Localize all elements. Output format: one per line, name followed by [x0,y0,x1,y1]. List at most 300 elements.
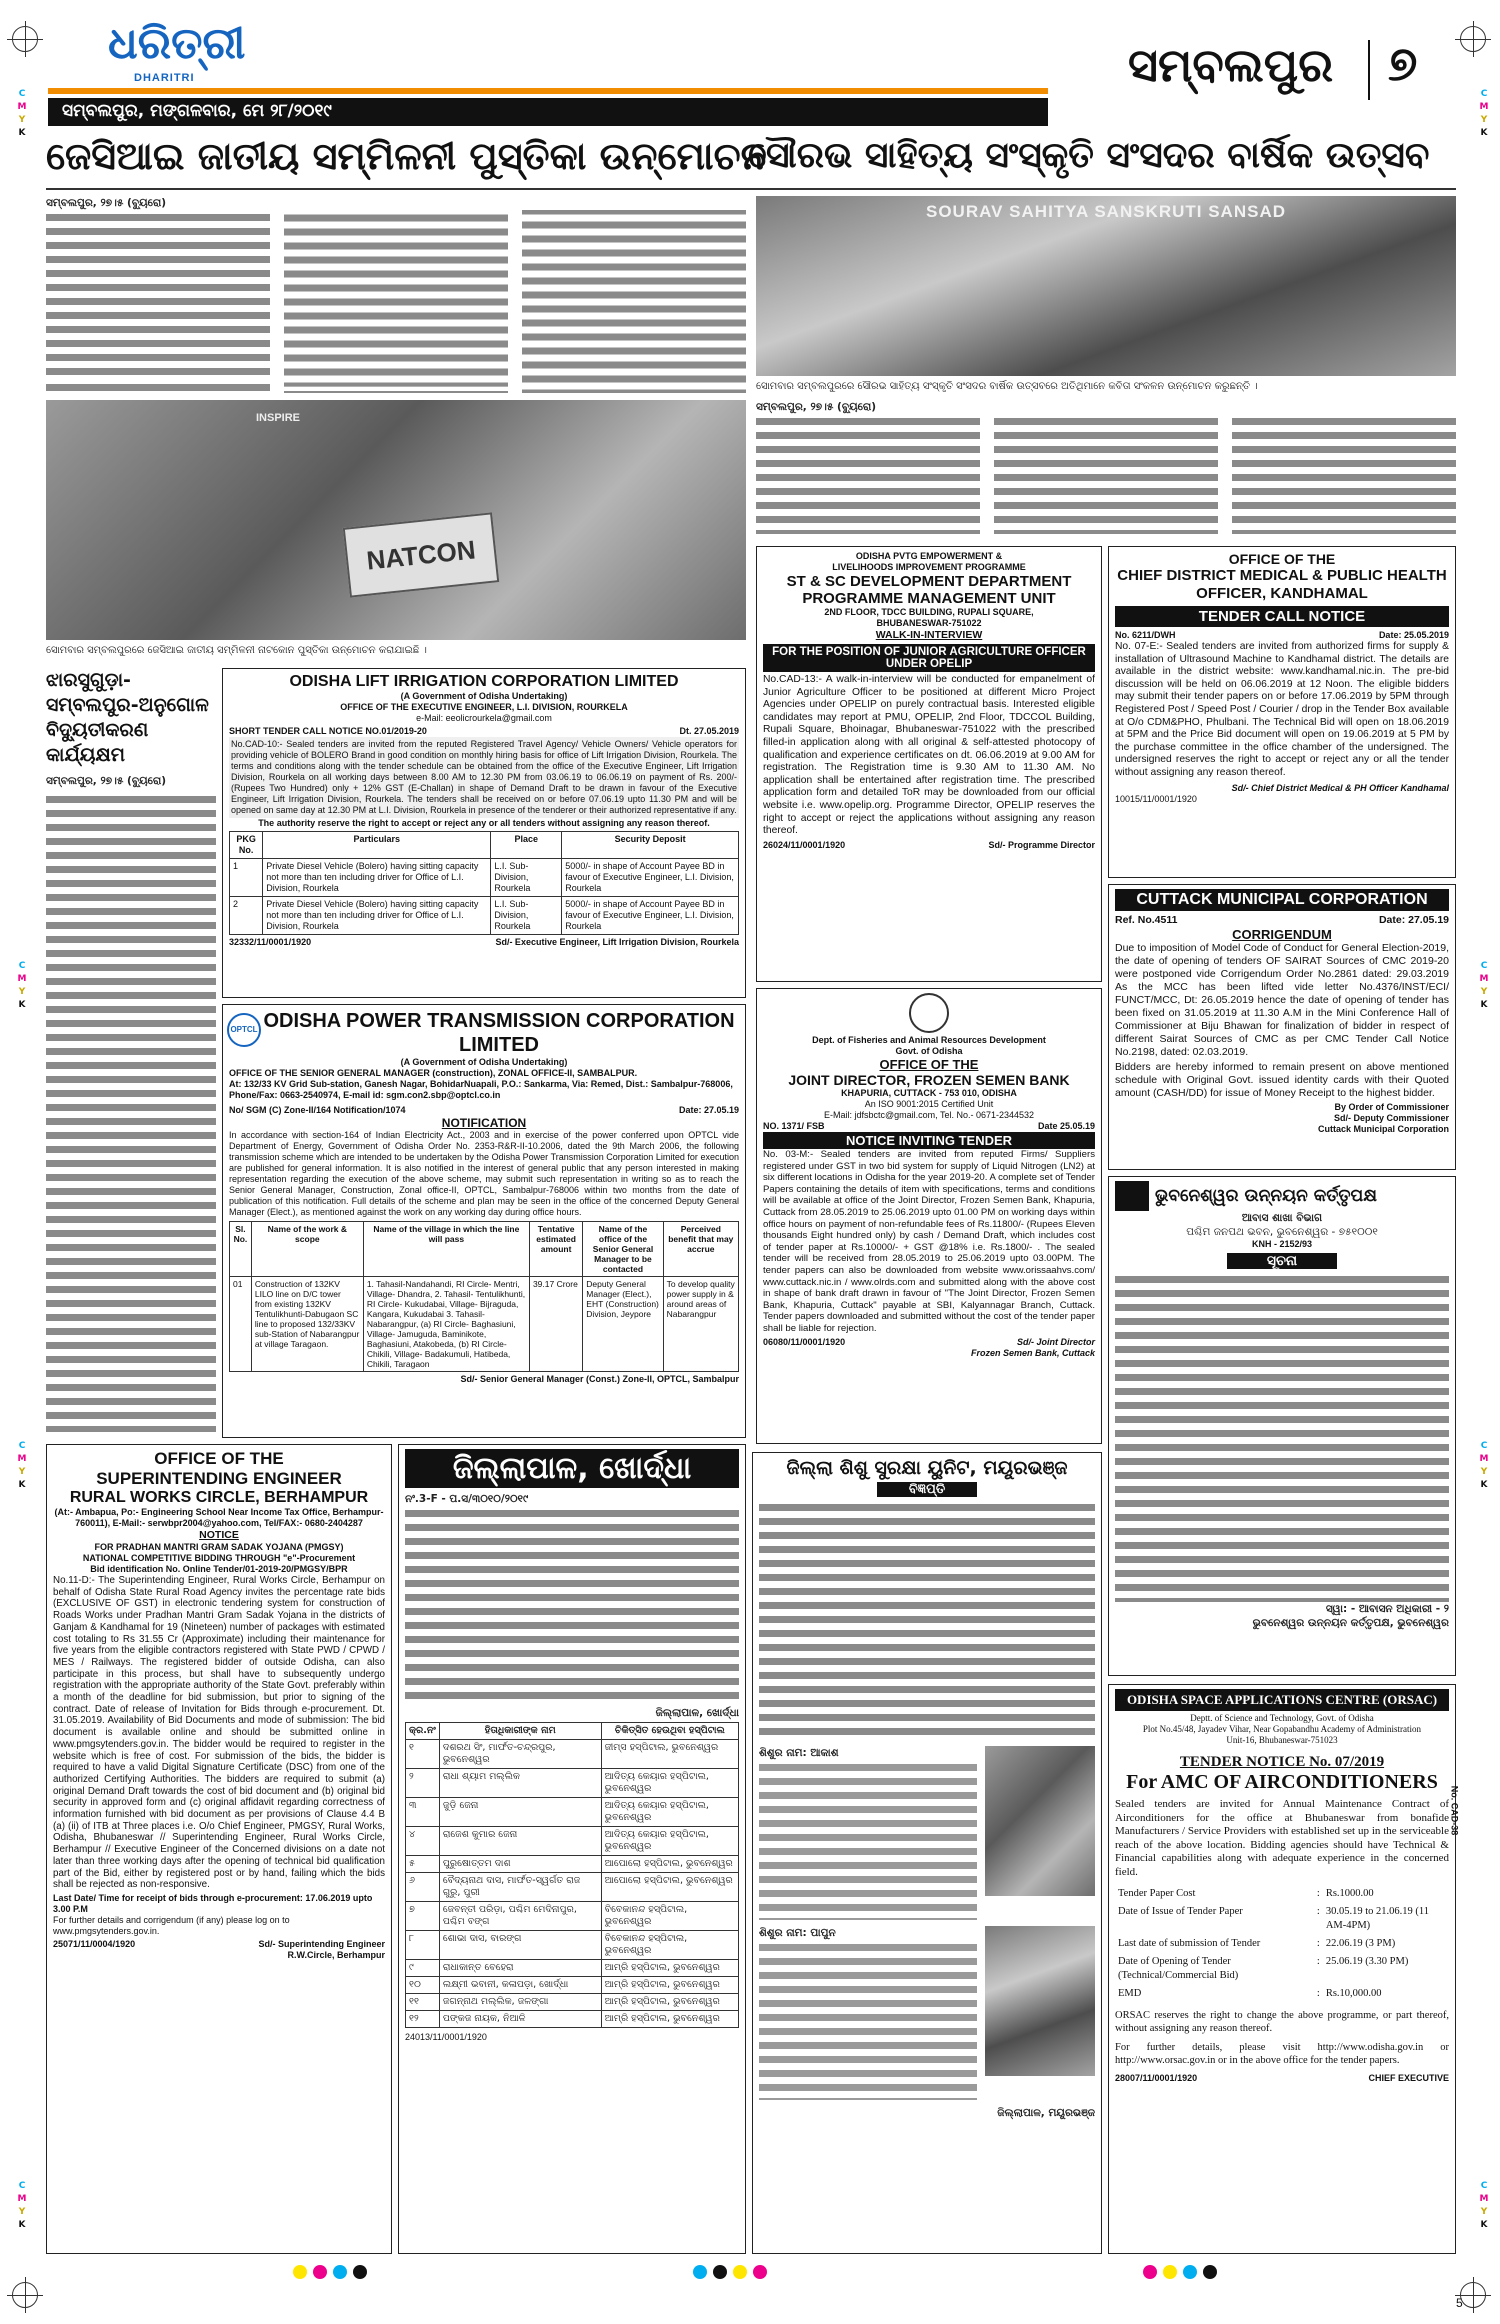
cell: ପଙ୍କଜ ନାୟକ, ନିଆଳି [439,2011,601,2028]
cell: ରାଧା ଶ୍ୟାମ ମଲ୍ଲିକ [439,1769,601,1798]
cell: ଆଦିତ୍ୟ କେୟାର ହସ୍ପିଟାଲ, ଭୁବନେଶ୍ୱର [601,1769,738,1798]
notice-number: NO. 1371/ FSB [763,1121,825,1131]
cell: ଜେବନ୍ତୀ ପରିଡ଼ା, ପଶ୍ଚିମ ମେଦିନାପୁର, ପଶ୍ଚିମ ବଙ୍ଗ [439,1902,601,1931]
ad-body: No. 07-E:- Sealed tenders are invited from authorized firms for supply & installation of Ultrasound Machine to Kandhamal district. The details are available in the district website: www.kandhamal.nic.in. The pre-bid discussion will be held on 06.06.2019 at 12 Noon. The eligible bidders may submit their tender papers on or before 17.06.2019 by 5PM through Registered Post / Speed Post / Courier / drop in the Tender Box available at O/o CDM&PHO, Phulbani. The Technical Bid will open on 18.06.2019 at 5PM and the Price Bid document will open on 19.06.2019 at 5 PM by the purchase committee in the office chamber of the undersigned. The undersigned reserves the right to accept or reject any or all the tender without assigning any reason thereof. [1115,641,1449,778]
ad-sign: CHIEF EXECUTIVE [1368,2073,1449,2083]
section-title: ସମ୍ବଲପୁର [1128,38,1334,92]
col-village: Name of the village in which the line will pass [363,1222,529,1277]
sourav-photo [756,196,1456,376]
ad-pvtg [756,546,1102,982]
cell: L.I. Sub-Division, Rourkela [491,897,562,935]
ad-sign: Sd/- Senior General Manager (Const.) Zone-II, OPTCL, Sambalpur [460,1374,739,1384]
cell: ୧୦ [406,1977,440,1994]
ad-frozen-semen [756,988,1102,1444]
ad-optcl [222,1004,746,1438]
cell: ୬ [406,1873,440,1902]
notice-date: Date: 27.05.19 [1378,914,1449,926]
cell: Deputy General Manager (Elect.), EHT (Construction) Division, Jeypore [583,1277,663,1372]
cell: 1. Tahasil-Nandahandi, RI Circle- Mentri, Village- Dhandra, 2. Tahasil- Tentulikhunti, RI Circle- Kukudabai, Village- Bijraguda, Kangara, Kukudabai 3. Tahasil- Nabarangpur, (a) RI Circle- Baghasiuni, Village- Jamuguda, Baminikote, Baghasiuni, Atakobeda, (b) RI Circle- Chikili, Village- Badakumuli, Hatibeda, Chikili, Taragaon [363,1277,529,1372]
notice-number: Ref. No.4511 [1115,914,1178,926]
last-date: Last Date/ Time for receipt of bids through e-procurement: 17.06.2019 upto 3.00 P.M [53,1892,373,1914]
notice-number: SHORT TENDER CALL NOTICE NO.01/2019-20 [229,726,427,736]
notice-date: Date: 27.05.19 [678,1105,739,1115]
optcl-logo: OPTCL [227,1013,261,1047]
ad-title: CHIEF DISTRICT MEDICAL & PUBLIC HEALTH OFFICER, KANDHAMAL [1117,567,1447,602]
registration-mark [12,26,38,52]
child-photo [985,1926,1095,2076]
sign-line: R.W.Circle, Berhampur [287,1949,385,1960]
cell: ଆଦିତ୍ୟ କେୟାର ହସ୍ପିଟାଲ, ଭୁବନେଶ୍ୱର [601,1798,738,1827]
table-row [406,1960,739,1977]
notice-number: No/ SGM (C) Zone-II/164 Notification/1074 [229,1105,406,1115]
ad-sign [971,1337,1095,1359]
table-row [406,1827,739,1856]
schedule-row [1115,1935,1449,1953]
headline-rule [46,188,1456,190]
ad-address: KHAPURIA, CUTTACK - 753 010, ODISHA [841,1088,1017,1098]
cell: ପୁରୁଷୋତ୍ତମ ଦାଶ [439,1856,601,1873]
tender-bar: NOTICE INVITING TENDER [763,1132,1095,1149]
color-dot [713,2265,727,2279]
cell: ୩ [406,1798,440,1827]
ad-body: In accordance with section-164 of Indian Electricity Act., 2003 and in exercise of the power conferred upon OPTCL vide Department of Energy, Government of Odisha Order No. 2353-R&R-II-10.2006, dated the 9th March 2006, the following transmission scheme which are intended to be undertaken by the Odisha Power Transmission Corporation Limited for execution are published for general information. It is also notified in the interest of general public that any person interested in making representation regarding the execution of the above scheme, may submit such representation in writing so as to reach the Senior General Manager, Construction, Zonal office-II, OPTCL, Sambalpur-768006 within two months from the date of publication of this notification. Full details of the scheme and plan may be seen in the office of the concerned Deputy General Manager (Elect.), as mentioned against the work on any working day during office hours. [229,1130,739,1217]
ad-office: OFFICE OF THE SENIOR GENERAL MANAGER (construction), ZONAL OFFICE-II, SAMBALPUR. [229,1068,638,1078]
ad-body [759,1500,1095,1740]
schedule-rows [1115,1885,1449,2003]
cell: ବିବେକାନନ୍ଦ ହସ୍ପିଟାଲ, ଭୁବନେଶ୍ୱର [601,1931,738,1960]
ad-notice-row [229,1105,739,1116]
child-entry [759,1746,1095,1920]
ad-body: Sealed tenders are invited for Annual Maintenance Contract of Airconditioners for the office at Bhubaneswar from bonafide Manufacturers / Service Providers with established set up in the serviceable reach of the above location. Bidding agencies should have Technical & Financial capabilities along with adequate experience in the concerned field. [1115,1798,1449,1878]
ad-ref: KNH - 2152/93 [1251,1239,1313,1249]
child-name: ଶିଶୁର ନାମ: ଆକାଶ [759,1747,839,1759]
color-dots [1140,2264,1220,2283]
story-jci-text [46,196,746,396]
registration-mark [12,2282,38,2308]
cell: To develop quality power supply in & around areas of Nabarangpur [663,1277,738,1372]
cell: ରାଧାକାନ୍ତ ବେହେରା [439,1960,601,1977]
beneficiary-table [405,1722,739,2028]
table-header-row [230,832,739,859]
ad-footer [229,937,739,948]
ad-body [405,1506,739,1706]
col-sl: Sl. No. [230,1222,252,1277]
ad-ref: 06080/11/0001/1920 [763,1336,846,1347]
ad-child-protection [752,1452,1102,2254]
ad-ref: 28007/11/0001/1920 [1115,2073,1198,2083]
ad-subtitle: ଆବାସ ଶାଖା ବିଭାଗ [1241,1212,1323,1224]
sourav-caption: ସୋମବାର ସମ୍ବଲପୁରରେ ସୌରଭ ସାହିତ୍ୟ ସଂସ୍କୃତି ସଂସଦର ବାର୍ଷିକ ଉତ୍ସବରେ ଅତିଥିମାନେ କବିତା ସଂକଳନ ଉନ୍ମୋଚନ କରୁଛନ୍ତି । [756,381,1258,392]
cell: ଜୀମ୍ସ ହସ୍ପିଟାଲ, ଭୁବନେଶ୍ୱର [601,1740,738,1769]
col-benefit: Perceived benefit that may accrue [663,1222,738,1277]
cell: ଆମ୍ରି ହସ୍ପିଟାଲ, ଭୁବନେଶ୍ୱର [601,2011,738,2028]
odisha-emblem-icon [909,993,949,1033]
notice-date: Date: 25.05.2019 [1378,630,1449,640]
ad-notice-row [229,726,739,737]
cell: : [1316,1888,1320,1899]
schedule-row [1115,1985,1449,2003]
optcl-table [229,1221,739,1372]
ad-title: ODISHA LIFT IRRIGATION CORPORATION LIMITED [289,673,679,690]
notice-heading: NOTICE [199,1529,239,1541]
col-name: ହିତାଧିକାରୀଙ୍କ ନାମ [439,1723,601,1740]
cell: ଆମ୍ରି ହସ୍ପିଟାଲ, ଭୁବନେଶ୍ୱର [601,1960,738,1977]
ad-title: SUPERINTENDING ENGINEER [96,1469,342,1488]
table-row [406,1931,739,1960]
cmyk-strip: C M Y K [1479,1441,1489,1490]
ad-subtitle: RURAL WORKS CIRCLE, BERHAMPUR [69,1489,369,1506]
table-header-row [406,1723,739,1740]
ad-subtitle: PROGRAMME MANAGEMENT UNIT [802,590,1056,607]
cell: ଆଦିତ୍ୟ କେୟାର ହସ୍ପିଟାଲ, ଭୁବନେଶ୍ୱର [601,1827,738,1856]
further-details: For further details, please visit http://www.odisha.gov.in or http://www.orsac.gov.in or in the above office for the tender papers. [1115,2042,1449,2066]
ad-sign [258,1939,385,1961]
table-row [406,1769,739,1798]
child-details [759,1926,977,2100]
ad-sign: ଭୁବନେଶ୍ୱର ଉନ୍ନୟନ କର୍ତ୍ତୃପକ୍ଷ, ଭୁବନେଶ୍ୱର [1252,1617,1449,1629]
ad-ref: 26024/11/0001/1920 [763,839,846,850]
child-entry [759,1926,1095,2100]
cmyk-strip: C M Y K [1479,2181,1489,2230]
page-number: ୭ [1388,36,1418,92]
color-dots [290,2264,370,2283]
bid-id-line: Bid identification No. Online Tender/01-2019-20/PMGSY/BPR [90,1564,348,1574]
registration-mark [1460,2282,1486,2308]
ad-ref: 24013/11/0001/1920 [405,2032,487,2042]
tender-bar: TENDER CALL NOTICE [1115,606,1449,627]
table-row [406,1873,739,1902]
color-dot [753,2265,767,2279]
child-photo [985,1746,1095,1896]
cell: L.I. Sub-Division, Rourkela [491,859,562,897]
masthead-divider [1368,40,1370,100]
notice-number: ନଂ.3-F - ପ.ସ/୩୦୧୦/୨୦୧୯ [405,1493,529,1505]
ad-body: No.CAD-13:- A walk-in-interview will be conducted for empanelment of Junior Agriculture Officer to be positioned at different Micro Project Agencies under OPELIP on purely contractual basis. Interested eligible candidates may report at PMU, OPELIP, 2nd Floor, TDCCOL Building, Rupali Square, Bhoinagar, Bhubaneswar-751022 with the prescribed filled-in application along with all original & self-attested photocopy of qualification and experience certificates on dt. 06.06.2019 at 9.00 AM for registration. The Registration time is 9.30 AM to 11.30 AM. No application shall be entertained after registration time. The prescribed application form and detailed ToR may be downloaded from our official website i.e. www.opelip.org. Programme Director, OPELIP reserves the right to accept or reject the applications without assigning any reason thereof. [763,674,1095,837]
table-row [406,1994,739,2011]
color-dot [693,2265,707,2279]
cell: Rs.1000.00 [1325,1888,1374,1899]
position-bar: FOR THE POSITION OF JUNIOR AGRICULTURE OFFICER UNDER OPELIP [763,644,1095,672]
ad-collector-khordha [398,1444,746,2254]
color-dots [690,2264,770,2283]
ad-cdmo [1108,546,1456,878]
ad-title: JOINT DIRECTOR, FROZEN SEMEN BANK [788,1072,1070,1088]
corrigendum-heading: CORRIGENDUM [1232,927,1332,942]
color-dot [1183,2265,1197,2279]
further-details: For further details and corrigendum (if any) please log on to www.pmgsytenders.gov.in. [53,1914,290,1936]
ad-line: LIVELIHOODS IMPROVEMENT PROGRAMME [832,562,1026,572]
sourav-banner: SOURAV SAHITYA SANSKRUTI SANSAD [925,202,1287,221]
story-jci-dateline: ସମ୍ବଲପୁର, ୨୭।୫ (ବ୍ୟୁରୋ) [46,197,167,209]
cell: ୧୨ [406,2011,440,2028]
cell: ୮ [406,1931,440,1960]
dateline: ସମ୍ବଲପୁର, ମଙ୍ଗଳବାର, ମେ ୨୮/୨୦୧୯ [62,101,332,121]
natcon-booklet [343,512,499,597]
cmyk-strip: C M Y K [1479,961,1489,1010]
ad-address: (At:- Ambapua, Po:- Engineering School Near Income Tax Office, Berhampur-760011), E-Mail:- serwbpr2004@yahoo.com, Tel/FAX:- 0680-2404287 [54,1507,384,1528]
child-details [759,1746,977,1920]
cell: : [1316,1988,1320,1999]
story-sourav-body-col3 [1232,414,1456,534]
cell: ଆପୋଲୋ ହସ୍ପିଟାଲ, ଭୁବନେଶ୍ୱର [601,1873,738,1902]
jci-caption: ସୋମବାର ସମ୍ବଲପୁରରେ ଜେସିଆଇ ଜାତୀୟ ସମ୍ମିଳନୀ ନାଟକୋନ ପୁସ୍ତିକା ଉନ୍ମୋଚନ କରାଯାଇଛି । [46,645,427,656]
cell: ୧ [406,1740,440,1769]
cell: Construction of 132KV LILO line on D/C tower from existing 132KV Tentulikhunti-Dabugaon SC line to proposed 132/33KV sub-Station of Nabarangpur at village Taragaon. [251,1277,363,1372]
story-rail [46,668,216,1438]
ad-body: No.CAD-10:- Sealed tenders are invited from the reputed Registered Travel Agency/ Vehicle Owners/ Vehicle operators for providing vehicle of BOLERO Brand in good condition on monthly hiring basis for office of Lift Irrigation Division, Rourkela. The terms and conditions along with the tender schedule can be obtained from the office of the Executive Engineer, Lift Irrigation Division, Rourkela on all working days between 8.00 AM to 12.30 PM from 03.06.19 to 06.06.19 on payment of Rs. 200/- (Rupees Two Hundred) only + 12% GST (E-Challan) in shape of Demand Draft to be drawn in favour of the Executive Engineer, Lift Irrigation Division, Rourkela. The tenders shall be received on or before 07.06.19 upto 11.30 PM and will be opened on same day at 12.30 PM at L.I. Division, Rourkela in presence of the tenderer or their authorized representative if any. [229,737,739,818]
orsac-schedule-table [1115,1885,1449,2003]
ad-body: No. 03-M:- Sealed tenders are invited from reputed Firms/ Suppliers registered under GST in two bid system for supply of Liquid Nitrogen (LN2) at six different locations in Odisha for the year 2019-20. A complete set of Tender Papers containing the details of item with specifications, terms and conditions will be available at office of the Joint Director, Frozen Semen Bank, Khapuria, Cuttack from 28.05.2019 to 25.06.2019 upto 01.00 PM on working days within office hours on payment of non-refundable fees of Rs.11800/- (Rupees Eleven thousands Eight hundred only) by cash / Demand Draft, which includes cost of tender paper at Rs.10000/- + GST @18% i.e. Rs.1800/- . The sealed tender will be received from 28.05.2019 to 25.06.2019 upto 03.00PM. The tender papers can also be downloaded from website www.orissaahvs.com/ www.cuttack.nic.in / www.olrds.com and submitted along with the above cost in shape of bank draft drawn in favour of "The Joint Director, Frozen Semen Bank, Khapuria, Cuttack" payable at SBI, Kalyannagar Branch, Cuttack. Tender papers downloaded and submitted without the cost of the tender paper shall be liable for rejection. [763,1149,1095,1334]
cell: ଆମ୍ରି ହସ୍ପିଟାଲ, ଭୁବନେଶ୍ୱର [601,1994,738,2011]
ad-heading: OFFICE OF THE [879,1057,979,1072]
cell: 2 [230,897,263,935]
table-row [406,1798,739,1827]
cell: ୯ [406,1960,440,1977]
cell: ୧୧ [406,1994,440,2011]
cell: Private Diesel Vehicle (Bolero) having sitting capacity not more than ten including driver for Office of L.I. Division, Rourkela [263,859,491,897]
col-amount: Tentative estimated amount [529,1222,582,1277]
cell: 1 [230,859,263,897]
col-place: Place [491,832,562,859]
table-row [230,1277,739,1372]
schedule-row [1115,1953,1449,1985]
sign-line: Sd/- Superintending Engineer [258,1938,385,1949]
table-row [406,1902,739,1931]
table-header-row [230,1222,739,1277]
cell: 5000/- in shape of Account Payee BD in favour of Executive Engineer, L.I. Division, Rourkela [562,897,739,935]
col-pkg: PKG No. [230,832,263,859]
ad-title: ଜିଲ୍ଲା ଶିଶୁ ସୁରକ୍ଷା ୟୁନିଟ, ମୟୂରଭଞ୍ଜ [786,1457,1068,1479]
story-rail-headline: ଝାରସୁଗୁଡ଼ା-ସମ୍ବଲପୁର-ଅନୁଗୋଳ ବିଦ୍ୟୁତୀକରଣ କାର୍ଯ୍ୟକ୍ଷମ [46,669,209,766]
ad-body [1115,1272,1449,1602]
ad-notice-row [1115,630,1449,641]
ad-sign: Cuttack Municipal Corporation [1317,1124,1449,1134]
color-dot [313,2265,327,2279]
notice-bar: ବିଜ୍ଞପ୍ତି [877,1482,977,1497]
color-dot [353,2265,367,2279]
cell: ଆପୋଲୋ ହସ୍ପିଟାଲ, ଭୁବନେଶ୍ୱର [601,1856,738,1873]
schedule-row [1115,1885,1449,1903]
ad-title: ODISHA SPACE APPLICATIONS CENTRE (ORSAC) [1115,1689,1449,1711]
child-details-text [759,1760,977,1920]
ad-address: Unit-16, Bhubaneswar-751023 [1226,1735,1338,1745]
child-details-text [759,1940,977,2100]
story-rail-body [46,792,216,1432]
ad-address: ପଶ୍ଚିମ ଜନପଥ ଭବନ, ଭୁବନେଶ୍ୱର - ୭୫୧୦୦୧ [1186,1226,1378,1238]
cell: ଦଶରଥ ସିଂ, ମାର୍ଫତ-ଚନ୍ଦ୍ରପୁର, ଭୁବନେଶ୍ୱର [439,1740,601,1769]
cell: 25.06.19 (3.30 PM) [1325,1956,1409,1967]
ad-contact: E-Mail: jdfsbctc@gmail.com, Tel. No.- 0671-2344532 [823,1110,1035,1120]
dateline-bar [48,98,1048,126]
ad-body: Due to imposition of Model Code of Conduct for General Election-2019, the date of opening of tenders OF SAIRAT Sources of CMC 2019-20 were postponed vide Corrigendum Order No.2861 dated: 29.03.2019 As the MCC has been lifted vide letter No.4376/INST/ECI/ FUNCT/MCC, Dt: 26.05.2019 hence the date of opening of tender has been fixed on 31.05.2019 at 11.30 A.M in the Mini Conference Hall of Commissioner at Biju Bhawan for finalization of bidder in respect of different Sairat Sources of CMC as per CMC Tender Call Notice No.2198, dated: 02.03.2019. [1115,942,1449,1058]
ad-subtitle: (A Government of Odisha Undertaking) [400,1057,568,1067]
ad-title: ଭୁବନେଶ୍ୱର ଉନ୍ନୟନ କର୍ତ୍ତୃପକ୍ଷ [1155,1186,1377,1206]
ad-govt: Govt. of Odisha [895,1046,963,1056]
registration-mark [1460,26,1486,52]
ad-line: ODISHA PVTG EMPOWERMENT & [855,551,1003,561]
color-dot [293,2265,307,2279]
story-jci-body [46,210,270,380]
cell: ବୈଦ୍ୟନାଥ ଦାସ, ମାର୍ଫତ-ସ୍ୱର୍ଗତ ରାଜ ଗୁରୁ, ପୁରୀ [439,1873,601,1902]
story-sourav-dateline: ସମ୍ବଲପୁର, ୨୭।୫ (ବ୍ୟୁରୋ) [756,401,877,413]
ad-ref: 25071/11/0004/1920 [53,1938,136,1949]
ad-bda [1108,1176,1456,1676]
bda-header [1115,1181,1449,1211]
photo-tag: INSPIRE [256,412,301,424]
table-row [406,1740,739,1769]
newspaper-logo: ଧରିତ୍ରୀ [108,18,246,69]
cell: Last date of submission of Tender [1118,1938,1261,1949]
table-row [230,859,739,897]
ad-email: e-Mail: eeolicrourkela@gmail.com [416,713,552,723]
masthead-accent-bar [48,88,1048,94]
cell: ଆମ୍ରି ହସ୍ପିଟାଲ, ଭୁବନେଶ୍ୱର [601,1977,738,1994]
tender-subject: For AMC OF AIRCONDITIONERS [1126,1771,1438,1793]
cell: ୫ [406,1856,440,1873]
cmyk-strip: C M Y K [17,89,27,138]
walk-in-heading: WALK-IN-INTERVIEW [875,629,983,641]
ad-body: No.11-D:- The Superintending Engineer, Rural Works Circle, Berhampur on behalf of Odisha State Rural Road Agency invites the percentage rate bids (EXCLUSIVE OF GST) in electronic tendering system for construction of Roads Works under Pradhan Mantri Gram Sadak Yojana in the districts of Ganjam & Kandhamal for 19 (Nineteen) number of packages with estimated cost totaling to Rs 31.55 Cr (Approximate) including their maintenance for five years from the eligible contractors registered with State PWD / CPWD / MES / Railways. The registered bidder of outside Odisha, can also participate in this process, but shall have to subsequently undergo registration with the appropriate authority of the State Govt. preferably within a month of the deadline for bid submission, but prior to signing of the contract. Date of release of Invitation for Bids through e-procurement. Dt. 31.05.2019. Availability of Bid Documents and mode of submission: The bid document is available online and should be submitted online in www.pmgsytenders.gov.in. The bidder would be required to register in the website which is free of cost. For submission of the bids, the bidder is required to have a valid Digital Signature Certificate (DSC) from one of the authorized Certifying Authorities. The bidders are required to submit (a) original Demand Draft towards the cost of bid document and (b) original bid security in approved form and (c) original affidavit regarding correctness of information furnished with bid document as per provisions of Clause 4.4 B (a) (ii) of ITB at Three places i.e. O/o Chief Engineer, PMGSY, Rural Works, Odisha, Bhubaneswar // Superintending Engineer, Rural Works Circle, Berhampur // Executive Engineer of the Concerned divisions on a date not later than three working days after the opening of technical bid qualification part of the Bid, either by registered post or by hand, failing which the bids shall be rejected as non-responsive. [53,1575,385,1891]
newspaper-logo-sub: DHARITRI [134,72,195,84]
sign-line: Sd/- Joint Director [1016,1336,1095,1347]
cell: 5000/- in shape of Account Payee BD in favour of Executive Engineer, L.I. Division, Rourkela [562,859,739,897]
ad-footer [1115,2073,1449,2084]
story-sourav-body [756,414,980,534]
table-row [406,1977,739,1994]
cell: Tender Paper Cost [1118,1888,1196,1899]
schedule-row [1115,1903,1449,1935]
cell: Private Diesel Vehicle (Bolero) having sitting capacity not more than ten including driver for Office of L.I. Division, Rourkela [263,897,491,935]
color-dot [1163,2265,1177,2279]
ad-ref: 32332/11/0001/1920 [229,937,312,947]
jci-photo [46,400,746,640]
ad-title: ST & SC DEVELOPMENT DEPARTMENT [786,573,1072,590]
cell: ଶୋଭା ଦାସ, ବାରଙ୍ଗ [439,1931,601,1960]
ad-sign: ଜିଲ୍ଲାପାଳ, ମୟୂରଭଞ୍ଜ [997,2107,1095,2119]
cmyk-strip: C M Y K [1479,89,1489,138]
cell: ଜଗନ୍ନାଥ ମଲ୍ଲିକ, ଜଳଙ୍ଗା [439,1994,601,2011]
ad-cmc [1108,884,1456,1170]
ad-dept: Dept. of Fisheries and Animal Resources Development [812,1035,1046,1045]
ad-dept: Deptt. of Science and Technology, Govt. of Odisha [1190,1713,1374,1723]
cmyk-strip: C M Y K [17,1441,27,1490]
col-office: Name of the office of the Senior General Manager to be contacted [583,1222,663,1277]
ad-ref: 10015/11/0001/1920 [1115,793,1197,804]
ad-sign: ଜିଲ୍ଲାପାଳ, ଖୋର୍ଦ୍ଧା [655,1707,739,1719]
notice-date: Dt. 27.05.2019 [679,726,739,736]
natcon-text: NATCON [365,534,477,576]
lift-table [229,831,739,935]
ad-sign: Sd/- Executive Engineer, Lift Irrigation Division, Rourkela [495,937,739,947]
cell: Date of Opening of Tender (Technical/Commercial Bid) [1118,1956,1239,1981]
ad-office: OFFICE OF THE EXECUTIVE ENGINEER, L.I. DIVISION, ROURKELA [340,702,628,712]
child-name: ଶିଶୁର ନାମ: ପାପୁନ [759,1927,836,1939]
cell: ବିବେକାନନ୍ଦ ହସ୍ପିଟାଲ, ଭୁବନେଶ୍ୱର [601,1902,738,1931]
ad-footer [763,840,1095,851]
cmyk-strip: C M Y K [17,2181,27,2230]
cell: ଜୁଡ଼ି ଜେନା [439,1798,601,1827]
beneficiary-rows [406,1740,739,2028]
ad-sign: ସ୍ୱା: - ଆବାସନ ଅଧିକାରୀ - ୨ [1325,1603,1449,1615]
ad-title: CUTTACK MUNICIPAL CORPORATION [1115,889,1449,911]
story-rail-dateline: ସମ୍ବଲପୁର, ୨୭।୫ (ବ୍ୟୁରୋ) [46,775,167,787]
cell: 30.05.19 to 21.06.19 (11 AM-4PM) [1325,1906,1429,1931]
tender-notice-heading: TENDER NOTICE No. 07/2019 [1179,1754,1385,1770]
notice-date: Date 25.05.19 [1037,1121,1095,1131]
ad-side-ref: No. CAD-38 [1449,1785,1460,1836]
sign-line: Frozen Semen Bank, Cuttack [970,1347,1095,1358]
notification-heading: NOTIFICATION [441,1116,527,1130]
ad-orsac [1108,1684,1460,2254]
ad-sign: Sd/- Deputy Commissioner [1333,1113,1449,1123]
ad-sign: By Order of Commissioner [1334,1102,1449,1112]
ad-title: ଜିଲ୍ଲାପାଳ, ଖୋର୍ଦ୍ଧା [405,1449,739,1488]
cell: 22.06.19 (3 PM) [1325,1938,1396,1949]
notice-bar: ସୂଚନା [1227,1253,1337,1269]
cell: : [1316,1938,1320,1949]
ad-title: ODISHA POWER TRANSMISSION CORPORATION LIMITED [263,1010,735,1056]
col-hospital: ଚିକିତ୍ସିତ ହେଉଥିବା ହସ୍ପିଟାଲ [601,1723,738,1740]
notice-number: No. 6211/DWH [1115,630,1176,640]
col-sl: କ୍ର.ନଂ [406,1723,440,1740]
headline-sourav: ସୌରଭ ସାହିତ୍ୟ ସଂସ୍କୃତି ସଂସଦର ବାର୍ଷିକ ଉତ୍ସବ [748,135,1430,176]
col-work: Name of the work & scope [251,1222,363,1277]
headline-jci: ଜେସିଆଇ ଜାତୀୟ ସମ୍ମିଳନୀ ପୁସ୍ତିକା ଉନ୍ମୋଚନ [46,134,767,178]
ad-reserve: The authority reserve the right to accept or reject any or all tenders without assigning any reason thereof. [258,818,710,828]
ad-lift-irrigation [222,668,746,998]
ad-address: Plot No.45/48, Jayadev Vihar, Near Gopabandhu Academy of Administration [1142,1724,1422,1734]
table-row [406,1856,739,1873]
cell: ୪ [406,1827,440,1856]
ad-rwd [46,1444,392,2254]
ad-sign: Sd/- Chief District Medical & PH Officer Kandhamal [1231,782,1449,793]
ad-iso: An ISO 9001:2015 Certified Unit [864,1099,994,1109]
cell: ଲକ୍ଷ୍ମୀ ଭବାନୀ, କଳାପଡ଼ା, ଖୋର୍ଦ୍ଧା [439,1977,601,1994]
col-deposit: Security Deposit [562,832,739,859]
cell: : [1316,1956,1320,1967]
ad-address: 2ND FLOOR, TDCC BUILDING, RUPALI SQUARE, [824,607,1034,617]
cell: Date of Issue of Tender Paper [1118,1906,1243,1917]
ad-footer [763,1337,1095,1359]
cell: Rs.10,000.00 [1325,1988,1382,1999]
ad-heading: OFFICE OF THE [1228,551,1336,567]
ad-body-2: Bidders are hereby informed to remain present on above mentioned schedule with Original Govt. issued identity cards with their Quoted amount (CASH/DD) for issue of Money Receipt to the highest bidder. [1115,1061,1449,1099]
cell: : [1316,1906,1320,1917]
ad-address: At: 132/33 KV Grid Sub-station, Ganesh Nagar, BohidarNuapali, P.O.: Sankarma, Via: Remed, Dist.: Sambalpur-768006, Phone/Fax: 0663-2540974, E-mail id: sgm.con2.sbp@optcl.co.in [229,1079,733,1100]
cell: EMD [1118,1988,1142,1999]
col-particulars: Particulars [263,832,491,859]
ncb-line: NATIONAL COMPETITIVE BIDDING THROUGH "e"-Procurement [82,1553,356,1563]
cell: ୭ [406,1902,440,1931]
masthead [48,18,1456,128]
story-sourav-text [756,400,1456,540]
color-dot [733,2265,747,2279]
ad-address: BHUBANESWAR-751022 [876,618,982,628]
ad-notice-row [763,1121,1095,1132]
cell: 39.17 Crore [529,1277,582,1372]
story-sourav-body-col2 [994,414,1218,534]
ad-heading: OFFICE OF THE [154,1449,284,1468]
color-dot [1143,2265,1157,2279]
color-dot [1203,2265,1217,2279]
bda-logo-icon [1115,1181,1149,1211]
folio: 5 [1456,2296,1463,2310]
ad-notice-row [1115,914,1449,927]
color-dot [333,2265,347,2279]
ad-subtitle: (A Government of Odisha Undertaking) [400,691,568,701]
ad-reserve: ORSAC reserves the right to change the above programme, or part thereof, without assigning any reason thereof. [1115,2010,1449,2034]
cell: ୨ [406,1769,440,1798]
